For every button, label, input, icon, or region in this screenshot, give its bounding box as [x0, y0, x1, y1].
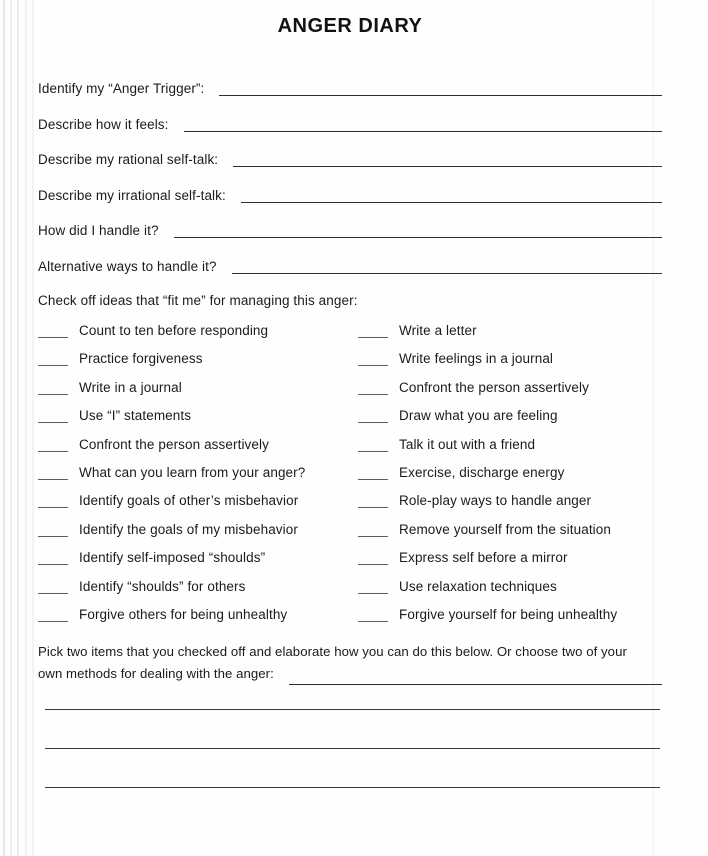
- fill-in-fields: [38, 80, 662, 274]
- checklist-item-label: Express self before a mirror: [399, 550, 568, 566]
- checklist-item: [358, 464, 662, 480]
- checklist-item-label: Use “I” statements: [79, 408, 192, 424]
- field-label: Alternative ways to handle it?: [38, 258, 217, 274]
- field-label: Describe my irrational self-talk:: [38, 187, 226, 203]
- checklist-item: [358, 436, 662, 452]
- checklist-item-label: Forgive yourself for being unhealthy: [399, 606, 618, 622]
- checklist-item-label: Practice forgiveness: [79, 351, 203, 367]
- checkbox-blank[interactable]: [358, 496, 388, 508]
- checklist-item: [358, 322, 662, 338]
- checklist-item: [358, 407, 662, 423]
- checklist-item-label: Forgive others for being unhealthy: [79, 606, 288, 622]
- checklist-item: [38, 578, 358, 594]
- checkbox-blank[interactable]: [358, 383, 388, 395]
- checkbox-blank[interactable]: [38, 525, 68, 537]
- checkbox-blank[interactable]: [358, 411, 388, 423]
- writing-lines: [45, 685, 660, 788]
- field-write-line[interactable]: [241, 189, 662, 203]
- checklist-item-label: Talk it out with a friend: [399, 436, 536, 452]
- checkbox-blank[interactable]: [358, 326, 388, 338]
- writing-line[interactable]: [45, 710, 660, 749]
- checklist: [38, 322, 662, 634]
- checklist-item-label: Count to ten before responding: [79, 323, 269, 338]
- checklist-item: [38, 379, 358, 395]
- checklist-item: [38, 436, 358, 452]
- checkbox-blank[interactable]: [358, 553, 388, 565]
- checklist-item: [38, 350, 358, 366]
- writing-line[interactable]: [45, 749, 660, 788]
- field-label: Describe how it feels:: [38, 116, 169, 132]
- checkbox-blank[interactable]: [38, 354, 68, 366]
- checkbox-blank[interactable]: [358, 468, 388, 480]
- checklist-item: [38, 322, 358, 338]
- checklist-item: [38, 407, 358, 423]
- field-row: [38, 80, 662, 96]
- checklist-item-label: Exercise, discharge energy: [399, 464, 565, 480]
- elaborate-prompt-line1: Pick two items that you checked off and elaborate how you can do this below. Or choose two of your: [38, 644, 627, 660]
- checklist-item: [358, 521, 662, 537]
- checkbox-blank[interactable]: [38, 496, 68, 508]
- form-title: ANGER DIARY: [277, 15, 423, 37]
- field-row: [38, 222, 662, 238]
- checklist-item: [38, 606, 358, 622]
- field-row: [38, 116, 662, 132]
- checklist-item-label: Confront the person assertively: [79, 436, 269, 452]
- checklist-item-label: Draw what you are feeling: [399, 408, 558, 424]
- checkbox-blank[interactable]: [38, 383, 68, 395]
- checklist-item-label: Role-play ways to handle anger: [399, 493, 592, 509]
- field-write-line[interactable]: [184, 118, 662, 132]
- checklist-right-column: [358, 322, 662, 634]
- field-row: [38, 258, 662, 274]
- checklist-item-label: Identify the goals of my misbehavior: [79, 521, 298, 537]
- elaborate-section: [38, 641, 662, 685]
- checkbox-blank[interactable]: [38, 440, 68, 452]
- checkbox-blank[interactable]: [358, 525, 388, 537]
- checkbox-blank[interactable]: [358, 582, 388, 594]
- checkbox-blank[interactable]: [358, 354, 388, 366]
- checkbox-blank[interactable]: [38, 553, 68, 565]
- checklist-item: [358, 606, 662, 622]
- checklist-item-label: Identify “shoulds” for others: [79, 578, 246, 594]
- checkbox-blank[interactable]: [358, 440, 388, 452]
- field-write-line[interactable]: [232, 260, 662, 274]
- checklist-item-label: Use relaxation techniques: [399, 578, 557, 594]
- checklist-item-label: Write in a journal: [79, 379, 182, 395]
- field-label: How did I handle it?: [38, 223, 159, 238]
- checklist-item: [38, 549, 358, 565]
- checkbox-blank[interactable]: [38, 610, 68, 622]
- field-write-line[interactable]: [174, 224, 662, 238]
- checkbox-blank[interactable]: [38, 411, 68, 423]
- field-row: [38, 151, 662, 167]
- checkbox-blank[interactable]: [38, 468, 68, 480]
- checklist-item-label: Write feelings in a journal: [399, 351, 554, 367]
- elaborate-prompt-line2: own methods for dealing with the anger:: [38, 666, 274, 682]
- checklist-item: [38, 492, 358, 508]
- field-label: Identify my “Anger Trigger”:: [38, 81, 205, 96]
- checklist-item-label: Write a letter: [399, 323, 477, 338]
- checklist-item-label: Identify goals of other’s misbehavior: [79, 493, 299, 509]
- checklist-item: [358, 350, 662, 366]
- field-write-line[interactable]: [219, 82, 662, 96]
- checklist-item: [358, 379, 662, 395]
- checklist-item: [358, 549, 662, 565]
- checklist-prompt: Check off ideas that “fit me” for managing this anger:: [38, 293, 358, 308]
- checkbox-blank[interactable]: [358, 610, 388, 622]
- checklist-item: [38, 464, 358, 480]
- checklist-item: [358, 492, 662, 508]
- checklist-item: [358, 578, 662, 594]
- writing-line[interactable]: [45, 685, 660, 710]
- field-write-line[interactable]: [233, 153, 662, 167]
- checklist-item-label: Confront the person assertively: [399, 379, 589, 395]
- checkbox-blank[interactable]: [38, 326, 68, 338]
- field-row: [38, 187, 662, 203]
- checklist-item-label: Remove yourself from the situation: [399, 521, 611, 537]
- elaborate-write-line[interactable]: [289, 670, 662, 685]
- checkbox-blank[interactable]: [38, 582, 68, 594]
- checklist-item: [38, 521, 358, 537]
- elaborate-prompt-row: [38, 663, 662, 685]
- checklist-left-column: [38, 322, 358, 634]
- checklist-item-label: What can you learn from your anger?: [79, 464, 306, 480]
- checklist-item-label: Identify self-imposed “shoulds”: [79, 550, 266, 566]
- field-label: Describe my rational self-talk:: [38, 152, 219, 167]
